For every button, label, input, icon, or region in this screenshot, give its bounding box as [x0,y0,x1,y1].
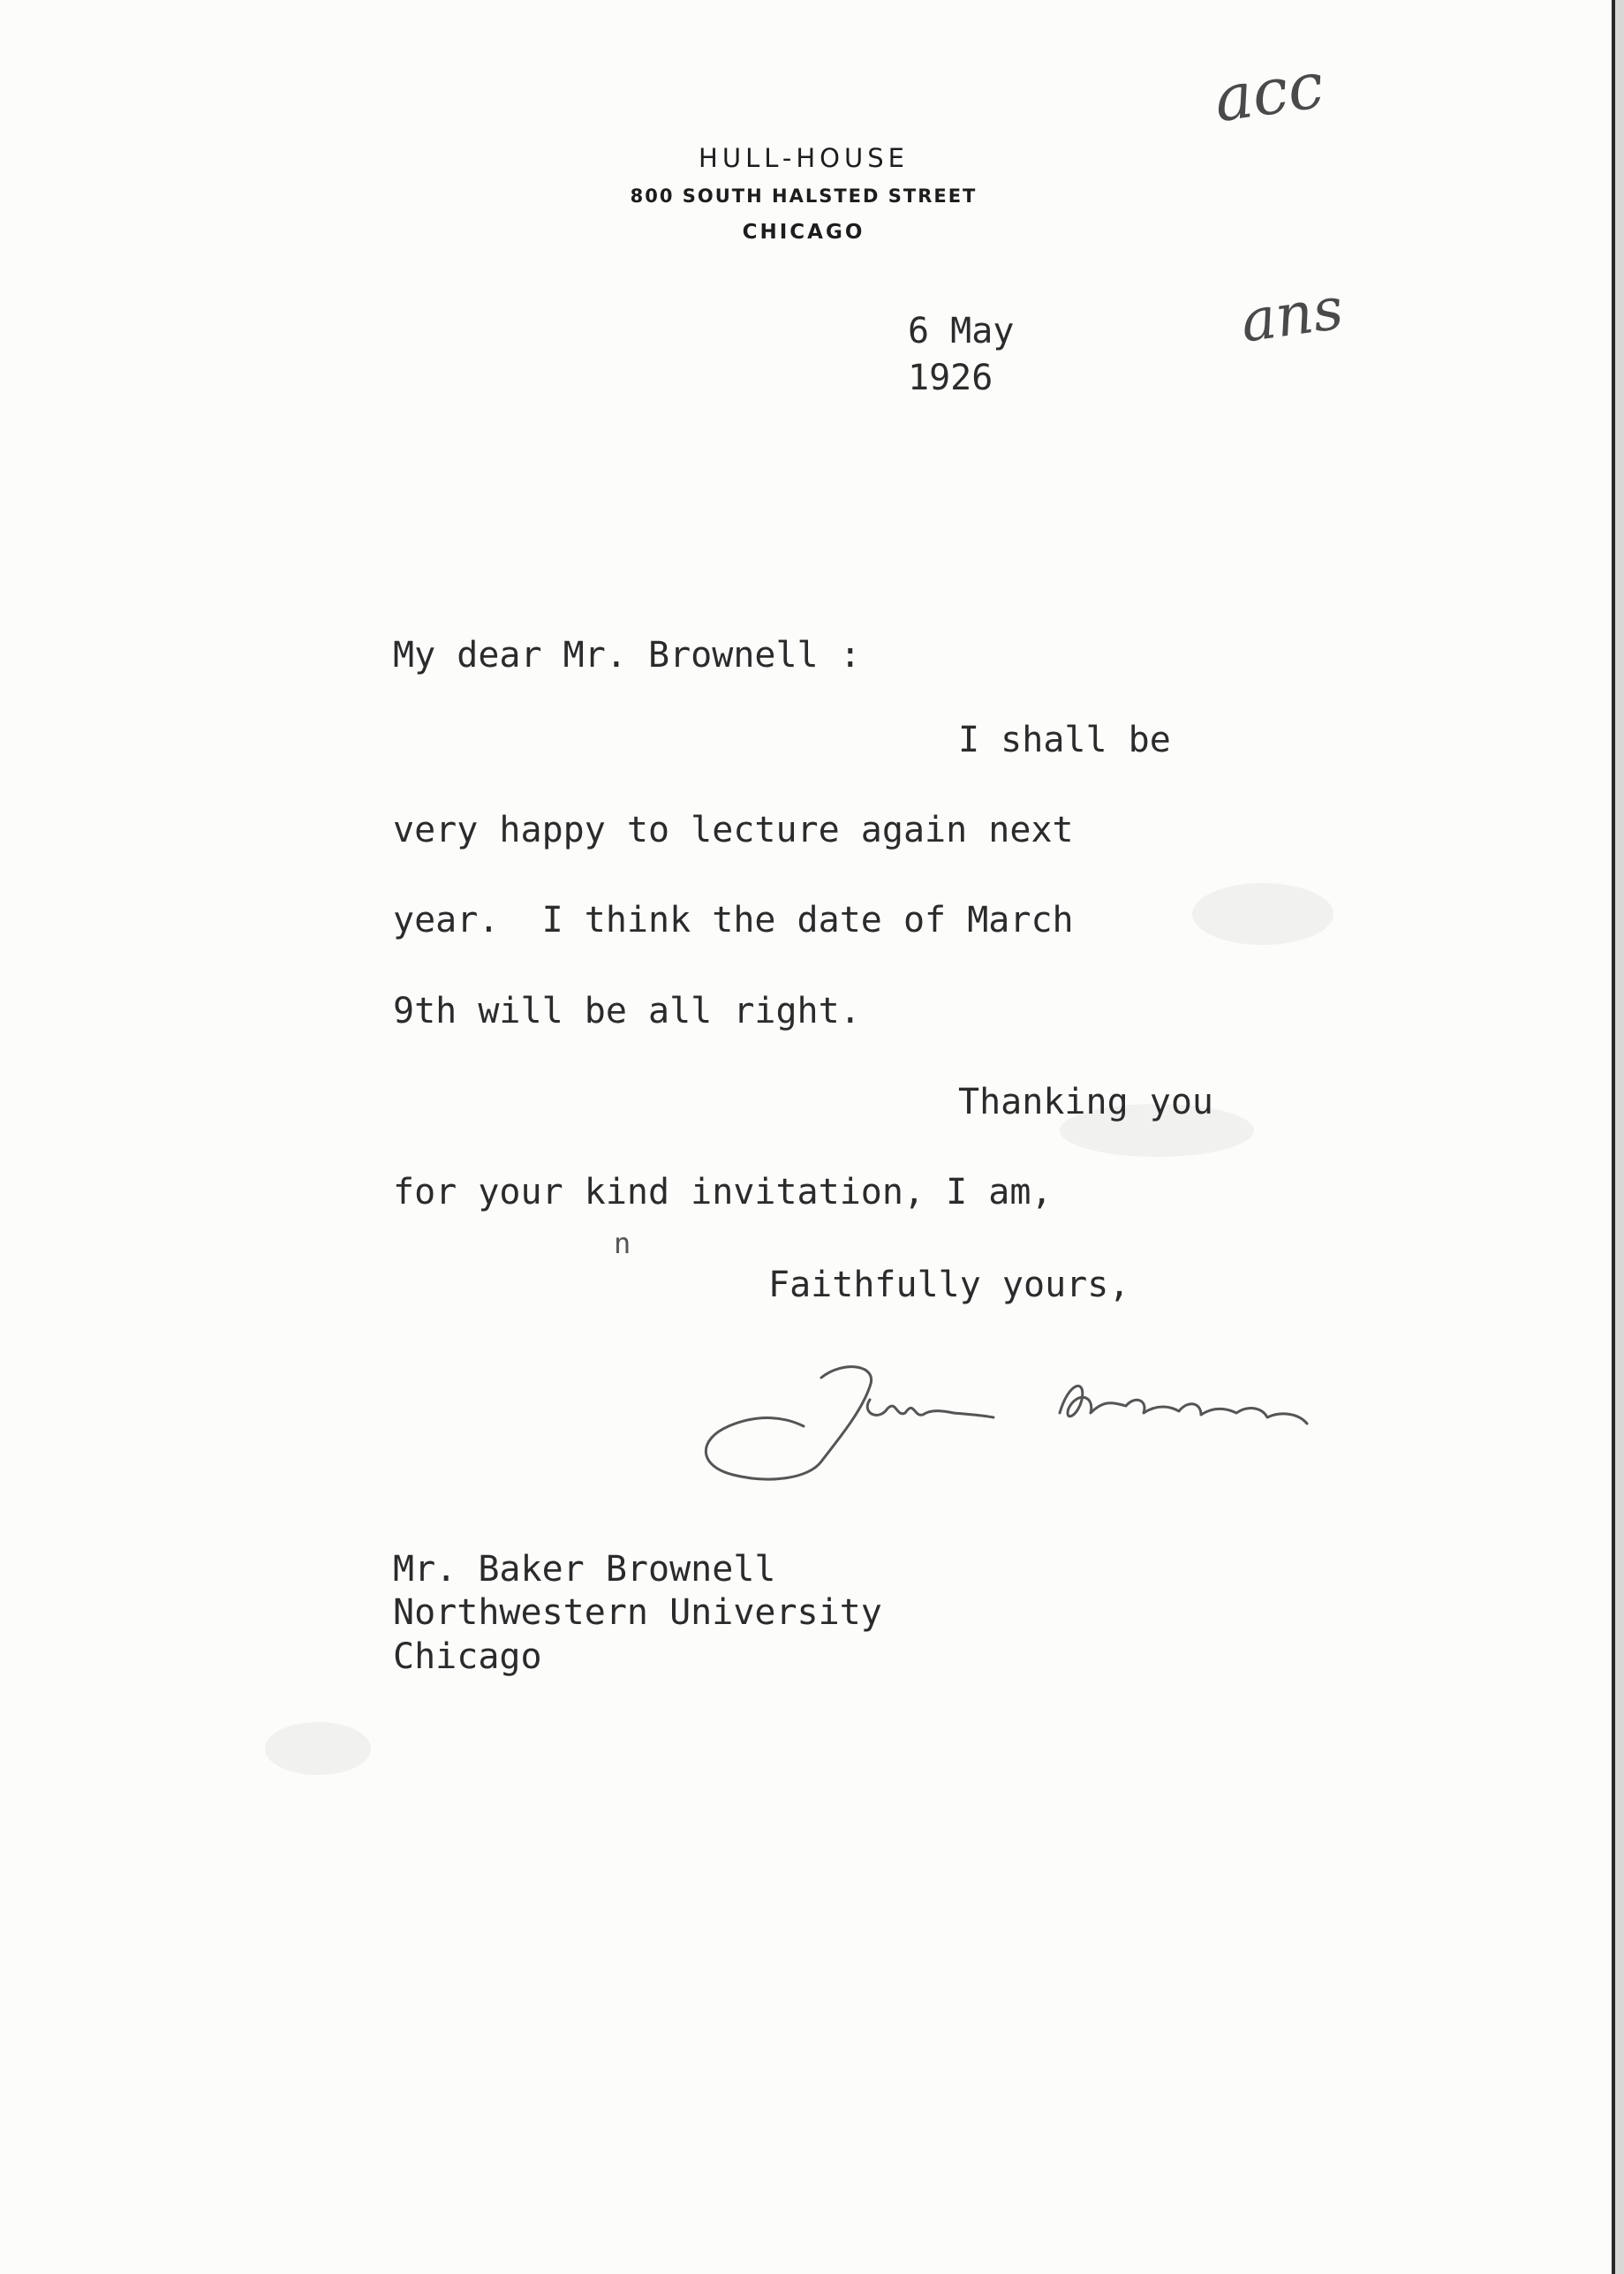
body-line: very happy to lecture again next [393,810,1074,850]
closing: Faithfully yours, [768,1265,1130,1305]
date-year: 1926 [908,358,993,398]
annotation-ans: ans [1236,274,1348,356]
letterhead-street: 800 SOUTH HALSTED STREET [630,185,978,207]
letterhead-name: HULL-HOUSE [699,143,909,173]
body-line: 9th will be all right. [393,991,861,1031]
letterhead-city: CHICAGO [742,221,865,244]
scan-edge [1612,0,1615,2274]
recipient-city: Chicago [393,1636,542,1677]
annotation-acc: acc [1209,47,1328,137]
stray-mark: n [614,1227,631,1260]
scan-edge-shadow [1615,0,1624,2274]
date-day-month: 6 May [908,311,1015,351]
scan-smudge [265,1722,371,1775]
recipient-name: Mr. Baker Brownell [393,1549,776,1590]
recipient-institution: Northwestern University [393,1592,882,1633]
body-line: for your kind invitation, I am, [393,1172,1053,1213]
body-line: Thanking you [958,1082,1213,1122]
salutation: My dear Mr. Brownell : [393,635,861,676]
signature-image [689,1351,1448,1484]
body-line: year. I think the date of March [393,900,1074,941]
body-line: I shall be [958,720,1171,760]
scan-smudge [1192,883,1333,945]
